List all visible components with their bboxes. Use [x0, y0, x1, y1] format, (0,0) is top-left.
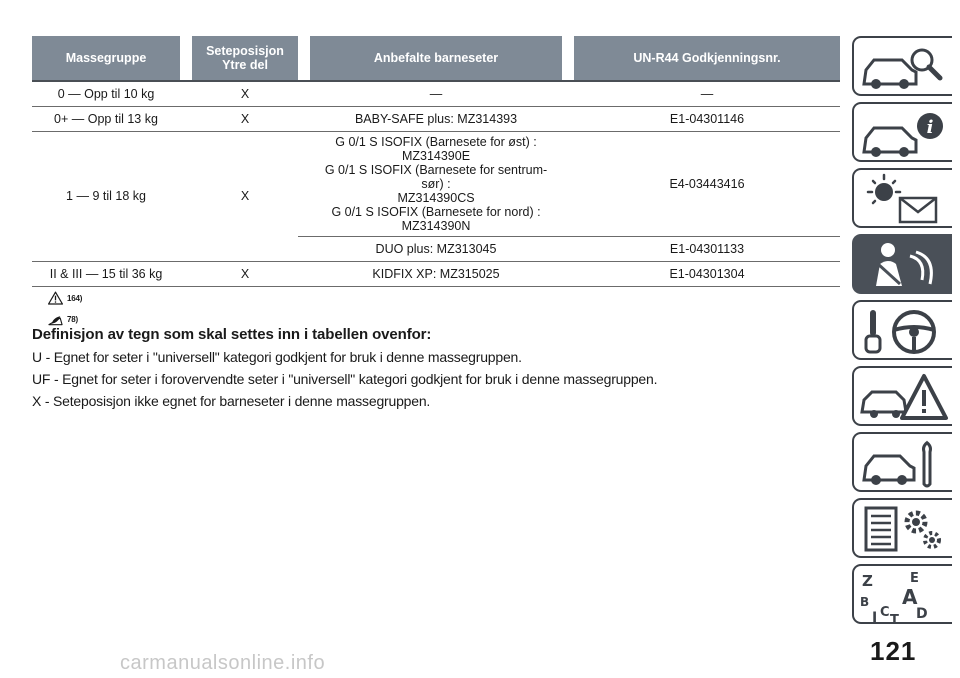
definitions-title: Definisjon av tegn som skal settes inn i tabellen ovenfor:	[32, 326, 432, 343]
header-seat-position: Seteposisjon Ytre del	[192, 36, 298, 81]
watermark: carmanualsonline.info	[120, 652, 326, 674]
child-seat-table	[32, 36, 840, 287]
car-info-icon	[854, 104, 952, 162]
index-letter: Z	[862, 572, 873, 590]
header-recommended-seats: Anbefalte barneseter	[310, 36, 562, 81]
list-gears-icon	[854, 500, 952, 558]
tab-emergency[interactable]	[852, 366, 952, 426]
tab-alphabetical-index[interactable]	[852, 564, 952, 624]
table-row: 0+ — Opp til 13 kg X BABY-SAFE plus: MZ314393 E1-04301146	[32, 106, 840, 131]
definition-item: U - Egnet for seter i "universell" kategori godkjent for bruk i denne massegruppen.	[32, 349, 522, 365]
definition-item: X - Seteposisjon ikke egnet for barneseter i denne massegruppen.	[32, 393, 431, 409]
index-letter: B	[860, 595, 870, 609]
tab-car-knowledge[interactable]	[852, 36, 952, 96]
index-letter: E	[910, 571, 919, 586]
table-row: 0 — Opp til 10 kg X — —	[32, 81, 840, 106]
tab-safety[interactable]	[852, 234, 952, 294]
table-row: II & III — 15 til 36 kg X KIDFIX XP: MZ315025 E1-04301304	[32, 261, 840, 286]
car-wrench-icon	[854, 434, 952, 492]
header-mass-group: Massegruppe	[32, 36, 180, 81]
warning-light-envelope-icon	[854, 170, 952, 228]
environment-ref-number: 78)	[67, 314, 78, 324]
tab-maintenance[interactable]	[852, 432, 952, 492]
page-number: 121	[870, 636, 917, 666]
tab-technical-data[interactable]	[852, 498, 952, 558]
index-letter: A	[902, 585, 918, 609]
key-steering-wheel-icon	[854, 302, 952, 360]
tab-starting-driving[interactable]	[852, 300, 952, 360]
index-letter: T	[890, 613, 899, 626]
definitions-section	[32, 326, 832, 414]
warning-triangle-icon	[48, 291, 63, 305]
svg-text:i: i	[926, 117, 934, 138]
recommended-multiline: G 0/1 S ISOFIX (Barnesete for øst) : MZ314390E G 0/1 S ISOFIX (Barnesete for sentrum-sør) : MZ314390CS G 0/1 S ISOFIX (Barnesete for nord) : MZ314390N	[310, 131, 562, 236]
table-row: 1 — 9 til 18 kg X G 0/1 S ISOFIX (Barnesete for øst) : MZ314390E G 0/1 S ISOFIX (Barnesete for sentrum-sør) : MZ314390CS G 0/1 S ISOFIX (Barnesete for nord) : MZ314390N E4-03443416	[32, 131, 840, 236]
warning-note-ref[interactable]	[48, 291, 82, 305]
index-letter: C	[880, 605, 890, 620]
definition-item: UF - Egnet for seter i forovervendte seter i "universell" kategori godkjent for bruk i denne massegruppen.	[32, 371, 658, 387]
tab-warning-lights[interactable]	[852, 168, 952, 228]
car-warning-triangle-icon	[854, 368, 952, 426]
car-magnifier-icon	[854, 38, 952, 96]
warning-ref-number: 164)	[67, 293, 83, 303]
seatbelt-airbag-icon	[854, 236, 952, 294]
index-letter: D	[916, 606, 928, 622]
table-header-row	[32, 36, 840, 81]
environment-leaf-icon	[48, 312, 63, 326]
tab-car-info[interactable]	[852, 102, 952, 162]
index-letter: I	[872, 610, 878, 626]
environment-note-ref[interactable]	[48, 312, 78, 326]
alphabet-index-icon	[854, 566, 952, 624]
header-approval-number: UN-R44 Godkjenningsnr.	[574, 36, 840, 81]
table-row: DUO plus: MZ313045 E1-04301133	[32, 236, 840, 261]
